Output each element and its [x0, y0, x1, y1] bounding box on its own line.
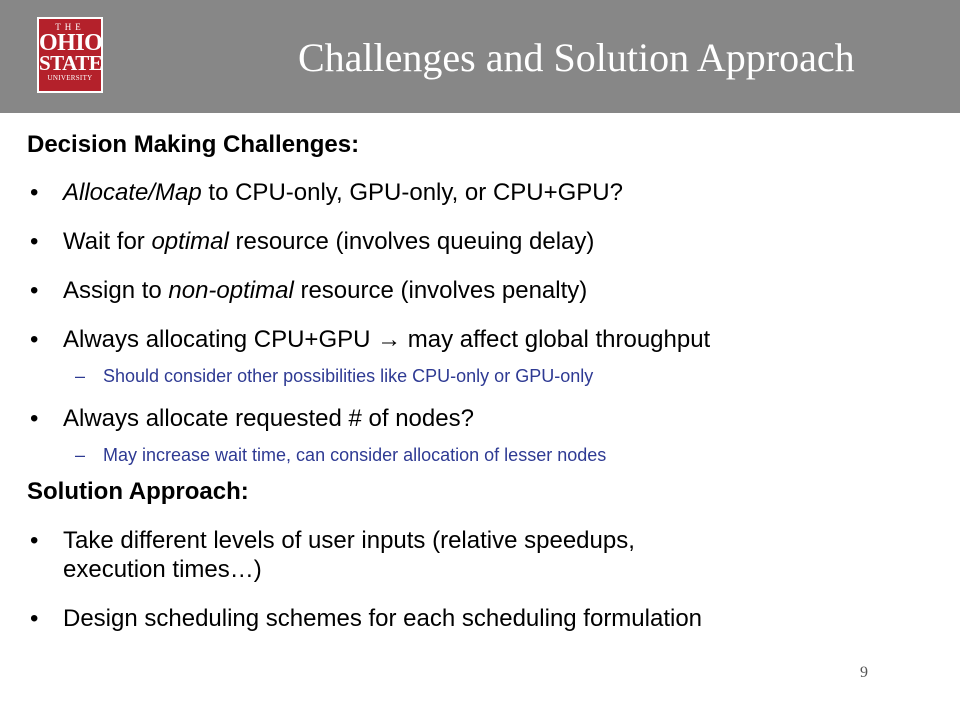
sub-bullet-other-possibilities	[27, 365, 937, 387]
bullet-mark: •	[30, 405, 39, 432]
emphasis-text: Allocate/Map	[63, 179, 202, 206]
bullet-text-pre: Always allocating CPU+GPU	[63, 326, 378, 353]
bullet-mark: •	[30, 228, 39, 255]
logo-ohio: OHIO	[39, 30, 103, 56]
bullet-text: to CPU-only, GPU-only, or CPU+GPU?	[201, 179, 623, 206]
emphasis-text: non-optimal	[168, 277, 294, 304]
heading-decision-making: Decision Making Challenges:	[27, 131, 360, 158]
bullet-design-scheduling	[27, 604, 937, 633]
bullet-wait-optimal	[27, 227, 937, 256]
right-arrow-icon: →	[377, 326, 402, 353]
slide-title: Challenges and Solution Approach	[298, 35, 855, 80]
bullet-always-cpu-gpu	[27, 325, 937, 354]
bullet-allocate-map	[27, 178, 937, 207]
bullet-assign-non-optimal	[27, 276, 937, 305]
bullet-text-post: resource (involves queuing delay)	[228, 228, 595, 255]
bullet-text-pre: Assign to	[63, 277, 169, 304]
bullet-text: Always allocate requested # of nodes?	[63, 405, 474, 432]
logo-the: THE	[55, 22, 85, 32]
sub-bullet-text: May increase wait time, can consider allocation of lesser nodes	[103, 445, 607, 465]
bullet-mark: •	[30, 605, 39, 632]
bullet-mark: •	[30, 179, 39, 206]
bullet-mark: •	[30, 527, 39, 554]
slide-body	[27, 124, 937, 633]
bullet-text-pre: Wait for	[63, 228, 152, 255]
bullet-text-line2: execution times…)	[63, 556, 262, 583]
bullet-text-post: resource (involves penalty)	[293, 277, 588, 304]
ohio-state-logo	[37, 17, 103, 93]
logo-state: STATE	[39, 51, 103, 75]
bullet-text: Design scheduling schemes for each scheduling formulation	[63, 605, 703, 632]
sub-bullet-wait-time	[27, 444, 937, 466]
heading-solution-approach: Solution Approach:	[27, 478, 249, 505]
sub-bullet-mark: –	[75, 366, 86, 386]
bullet-mark: •	[30, 277, 39, 304]
sub-bullet-text: Should consider other possibilities like CPU-only or GPU-only	[103, 366, 594, 386]
bullet-requested-nodes	[27, 404, 937, 433]
bullet-text-line1: Take different levels of user inputs (relative speedups,	[63, 527, 635, 554]
title-bar	[0, 0, 960, 113]
bullet-text-post: may affect global throughput	[401, 326, 711, 353]
bullet-mark: •	[30, 326, 39, 353]
page-number: 9	[860, 664, 868, 681]
emphasis-text: optimal	[151, 228, 229, 255]
logo-university: UNIVERSITY	[47, 74, 93, 82]
bullet-user-inputs	[27, 526, 937, 584]
sub-bullet-mark: –	[75, 445, 86, 465]
